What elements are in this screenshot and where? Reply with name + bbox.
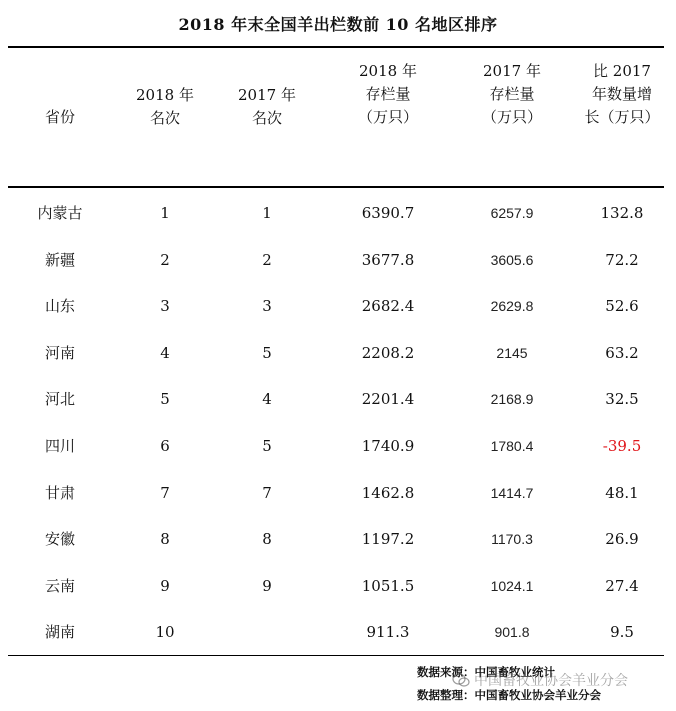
header-stock-2018-line-3: （万只） bbox=[357, 108, 418, 126]
cell-growth: 63.2 bbox=[605, 344, 639, 362]
cell-rank2017: 4 bbox=[262, 390, 272, 408]
cell-rank2017: 9 bbox=[262, 577, 272, 595]
cell-stock2018: 2208.2 bbox=[361, 344, 415, 362]
cell-growth: 132.8 bbox=[600, 204, 644, 222]
cell-stock2018: 3677.8 bbox=[361, 251, 415, 269]
header-province-line-1: 省份 bbox=[44, 108, 75, 126]
table-bottom-rule bbox=[8, 655, 664, 656]
cell-growth: 27.4 bbox=[605, 577, 639, 595]
cell-province: 甘肃 bbox=[44, 484, 75, 502]
table-title: 2018 年末全国羊出栏数前 10 名地区排序 bbox=[178, 15, 498, 34]
header-growth bbox=[570, 60, 674, 129]
cell-stock2018: 2682.4 bbox=[361, 297, 415, 315]
cell-growth: 32.5 bbox=[605, 390, 639, 408]
cell-province: 山东 bbox=[44, 297, 75, 315]
cell-rank2018: 2 bbox=[160, 251, 170, 269]
watermark bbox=[452, 670, 628, 690]
cell-growth: 48.1 bbox=[605, 484, 639, 502]
cell-stock2018: 911.3 bbox=[366, 623, 410, 641]
cell-stock2017: 2145 bbox=[496, 345, 528, 361]
header-growth-line-2: 年数量增 bbox=[591, 85, 652, 103]
header-rank-2017-line-1: 2017 年 bbox=[238, 86, 296, 104]
cell-rank2018: 10 bbox=[155, 623, 175, 641]
header-rank-2018-line-2: 名次 bbox=[149, 109, 180, 127]
header-rank-2018 bbox=[118, 84, 212, 130]
cell-stock2018: 2201.4 bbox=[361, 390, 415, 408]
header-stock-2018-line-2: 存栏量 bbox=[365, 85, 411, 103]
cell-stock2017: 1024.1 bbox=[490, 578, 534, 594]
cell-rank2017: 7 bbox=[262, 484, 272, 502]
cell-stock2018: 1051.5 bbox=[361, 577, 415, 595]
cell-stock2017: 901.8 bbox=[494, 624, 530, 640]
cell-rank2017: 1 bbox=[262, 204, 272, 222]
cell-stock2017: 2629.8 bbox=[490, 298, 534, 314]
cell-province: 安徽 bbox=[44, 530, 75, 548]
header-growth-line-1: 比 2017 bbox=[593, 62, 651, 80]
cell-rank2017: 2 bbox=[262, 251, 272, 269]
cell-growth: 9.5 bbox=[610, 623, 634, 641]
cell-rank2017: 5 bbox=[262, 437, 272, 455]
cell-province: 内蒙古 bbox=[37, 204, 83, 222]
cell-stock2017: 3605.6 bbox=[490, 252, 534, 268]
cell-stock2018: 6390.7 bbox=[361, 204, 415, 222]
watermark-text: 中国畜牧业协会羊业分会 bbox=[474, 673, 628, 689]
cell-rank2018: 7 bbox=[160, 484, 170, 502]
header-stock-2017-line-2: 存栏量 bbox=[489, 85, 535, 103]
cell-growth: 26.9 bbox=[605, 530, 639, 548]
cell-province: 河南 bbox=[44, 344, 75, 362]
cell-growth: -39.5 bbox=[602, 437, 642, 455]
header-stock-2018-line-1: 2018 年 bbox=[359, 62, 417, 80]
cell-province: 河北 bbox=[44, 390, 75, 408]
table-top-rule bbox=[8, 46, 664, 48]
data-compiler-note: 数据整理：中国畜牧业协会羊业分会 bbox=[417, 688, 601, 702]
header-rank-2018-line-1: 2018 年 bbox=[136, 86, 194, 104]
cell-stock2018: 1197.2 bbox=[361, 530, 415, 548]
cell-rank2017: 3 bbox=[262, 297, 272, 315]
cell-stock2018: 1462.8 bbox=[361, 484, 415, 502]
header-rank-2017 bbox=[220, 84, 314, 130]
header-stock-2017-line-1: 2017 年 bbox=[483, 62, 541, 80]
cell-rank2018: 5 bbox=[160, 390, 170, 408]
cell-rank2018: 4 bbox=[160, 344, 170, 362]
cell-stock2017: 1780.4 bbox=[490, 438, 534, 454]
header-stock-2017-line-3: （万只） bbox=[481, 108, 542, 126]
table-header-rule bbox=[8, 186, 664, 188]
cell-rank2018: 1 bbox=[160, 204, 170, 222]
cell-stock2017: 6257.9 bbox=[490, 205, 534, 221]
data-source-note: 数据来源：中国畜牧业统计 bbox=[417, 665, 555, 679]
wechat-icon bbox=[452, 672, 470, 688]
cell-stock2017: 1414.7 bbox=[490, 485, 534, 501]
cell-rank2018: 3 bbox=[160, 297, 170, 315]
cell-rank2017: 8 bbox=[262, 530, 272, 548]
header-growth-line-3: 长（万只） bbox=[584, 108, 660, 126]
cell-province: 湖南 bbox=[44, 623, 75, 641]
cell-rank2018: 6 bbox=[160, 437, 170, 455]
cell-stock2018: 1740.9 bbox=[361, 437, 415, 455]
header-stock-2018 bbox=[336, 60, 440, 129]
header-province bbox=[18, 106, 102, 129]
cell-rank2018: 9 bbox=[160, 577, 170, 595]
cell-province: 新疆 bbox=[44, 251, 75, 269]
cell-rank2018: 8 bbox=[160, 530, 170, 548]
cell-province: 云南 bbox=[44, 577, 75, 595]
header-rank-2017-line-2: 名次 bbox=[251, 109, 282, 127]
cell-rank2017: 5 bbox=[262, 344, 272, 362]
cell-growth: 52.6 bbox=[605, 297, 639, 315]
cell-stock2017: 2168.9 bbox=[490, 391, 534, 407]
cell-province: 四川 bbox=[44, 437, 75, 455]
header-stock-2017 bbox=[460, 60, 564, 129]
cell-stock2017: 1170.3 bbox=[491, 531, 533, 547]
cell-growth: 72.2 bbox=[605, 251, 639, 269]
